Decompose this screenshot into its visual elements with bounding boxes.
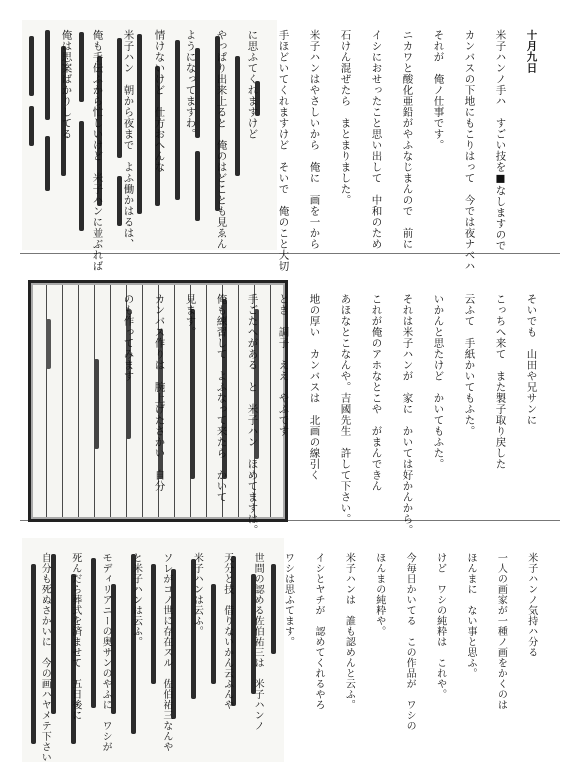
text-line: それが 俺ノ仕事です。 — [432, 29, 445, 151]
text-line: 世間の認める佐伯祐三は 米子ハンノ — [252, 552, 264, 732]
text-line: 地の厚い カンバスは 北画の線引く — [308, 293, 321, 481]
text-line: 石けん混ぜたら まとまりました。 — [339, 29, 352, 206]
text-line: あほなとこなんや。吉國先生 許して下さい。 — [339, 293, 352, 525]
text-line: 手ごたへがある と 米子ハン ほめてますは。 — [246, 293, 259, 536]
panel-middle — [20, 270, 560, 536]
text-line: 一人の画家が一種ノ画をかくのは — [495, 552, 507, 711]
text-line: ようになってますわ。 — [184, 29, 197, 140]
text-line: やっぱり出来上ると 俺のはどことも見ゑん — [215, 29, 228, 250]
panel-bottom — [20, 530, 560, 762]
text-line: 米子ハンノ手ハ すごい技を■なしますので — [494, 29, 507, 251]
transcription-middle — [89, 278, 554, 536]
text-line: に思ふてくれますけど — [246, 29, 259, 140]
text-line: カンバス作りは 腕上げたさかい 自分 — [153, 293, 166, 492]
text-line: とき 調子 ええ やふです — [277, 293, 290, 437]
text-line: 今毎日かいてる この作品が ワシの — [404, 552, 416, 732]
text-line: そいでも 山田や兄サンに — [525, 293, 538, 426]
text-line: 米子ハンノ気持ハ分る — [525, 552, 537, 658]
text-line: 情けないけど 仕方おへんな — [153, 29, 166, 173]
text-line: 云ふて 手紙かいてもふた。 — [463, 293, 476, 437]
text-line: ニカワと酸化亜鉛がやふなじまんので 前に — [401, 29, 414, 250]
text-line: いかんと思たけど かいてもふた。 — [432, 293, 445, 470]
text-line: 米子ハンはやさしいから 俺に 画を一から — [308, 29, 321, 250]
text-line: ほんまの純粋や。 — [373, 552, 385, 637]
text-line: 米子ハンは云ふ。 — [191, 552, 203, 637]
text-line: 米子ハンは 誰も認めんと云ふ。 — [343, 552, 355, 711]
text-line: 俺も手伝ふから忙しいけど 米子ハンに並ぶれば — [91, 29, 104, 272]
entry-date: 十月九日 — [525, 29, 538, 74]
text-line: ほんまに ない事と思ふ。 — [464, 552, 476, 679]
text-line: けど ワシの純粋は これや。 — [434, 552, 446, 700]
text-line: 自分も死ぬさかいに 今の画ハヤメテ下さい — [39, 552, 51, 763]
text-line: これが俺のアホなとこや がまんできん — [370, 293, 383, 492]
text-line: 見ます。 — [184, 293, 197, 338]
text-line: と米子ハンは云ふ。 — [130, 552, 142, 648]
text-line: イシとヤチが 認めてくれるやろ — [312, 552, 324, 711]
text-line: 天分と技 借りないかん云ふんや — [221, 552, 233, 711]
text-line: 俺は思案ばかりしてる — [60, 29, 73, 140]
transcription-bottom — [7, 538, 554, 763]
text-line: 手ほどいてくれますけど そいで 俺のこと大切 — [277, 29, 290, 272]
text-line: 俺も練習して よふなって来たら かいて — [215, 293, 228, 503]
text-line: こっちへ来て また製子取り戻した — [494, 293, 507, 470]
transcription-top — [27, 14, 554, 272]
text-line: それは米子ハンが 家に かいては好かんから。 — [401, 293, 414, 536]
panel-top — [20, 8, 560, 272]
text-line: ソレがコノ世に存在スル 佐伯祐三なんや — [160, 552, 172, 753]
text-line: ワシは思ふてます。 — [282, 552, 294, 648]
text-line: 米子ハン 朝から夜まで よふ働かはるは、 — [122, 29, 135, 250]
text-line: モディリアニーの奥サンのやふに ワシが — [100, 552, 112, 753]
text-line: のも作ってみます — [122, 293, 135, 382]
text-line: イシにおせったこと思い出して 中和のため — [370, 29, 383, 250]
text-line: 死んだら葬式を済ませて 五日後に — [69, 552, 81, 721]
text-line: カンバスの下地にもこりはって 今では夜ナベハ — [463, 29, 476, 272]
